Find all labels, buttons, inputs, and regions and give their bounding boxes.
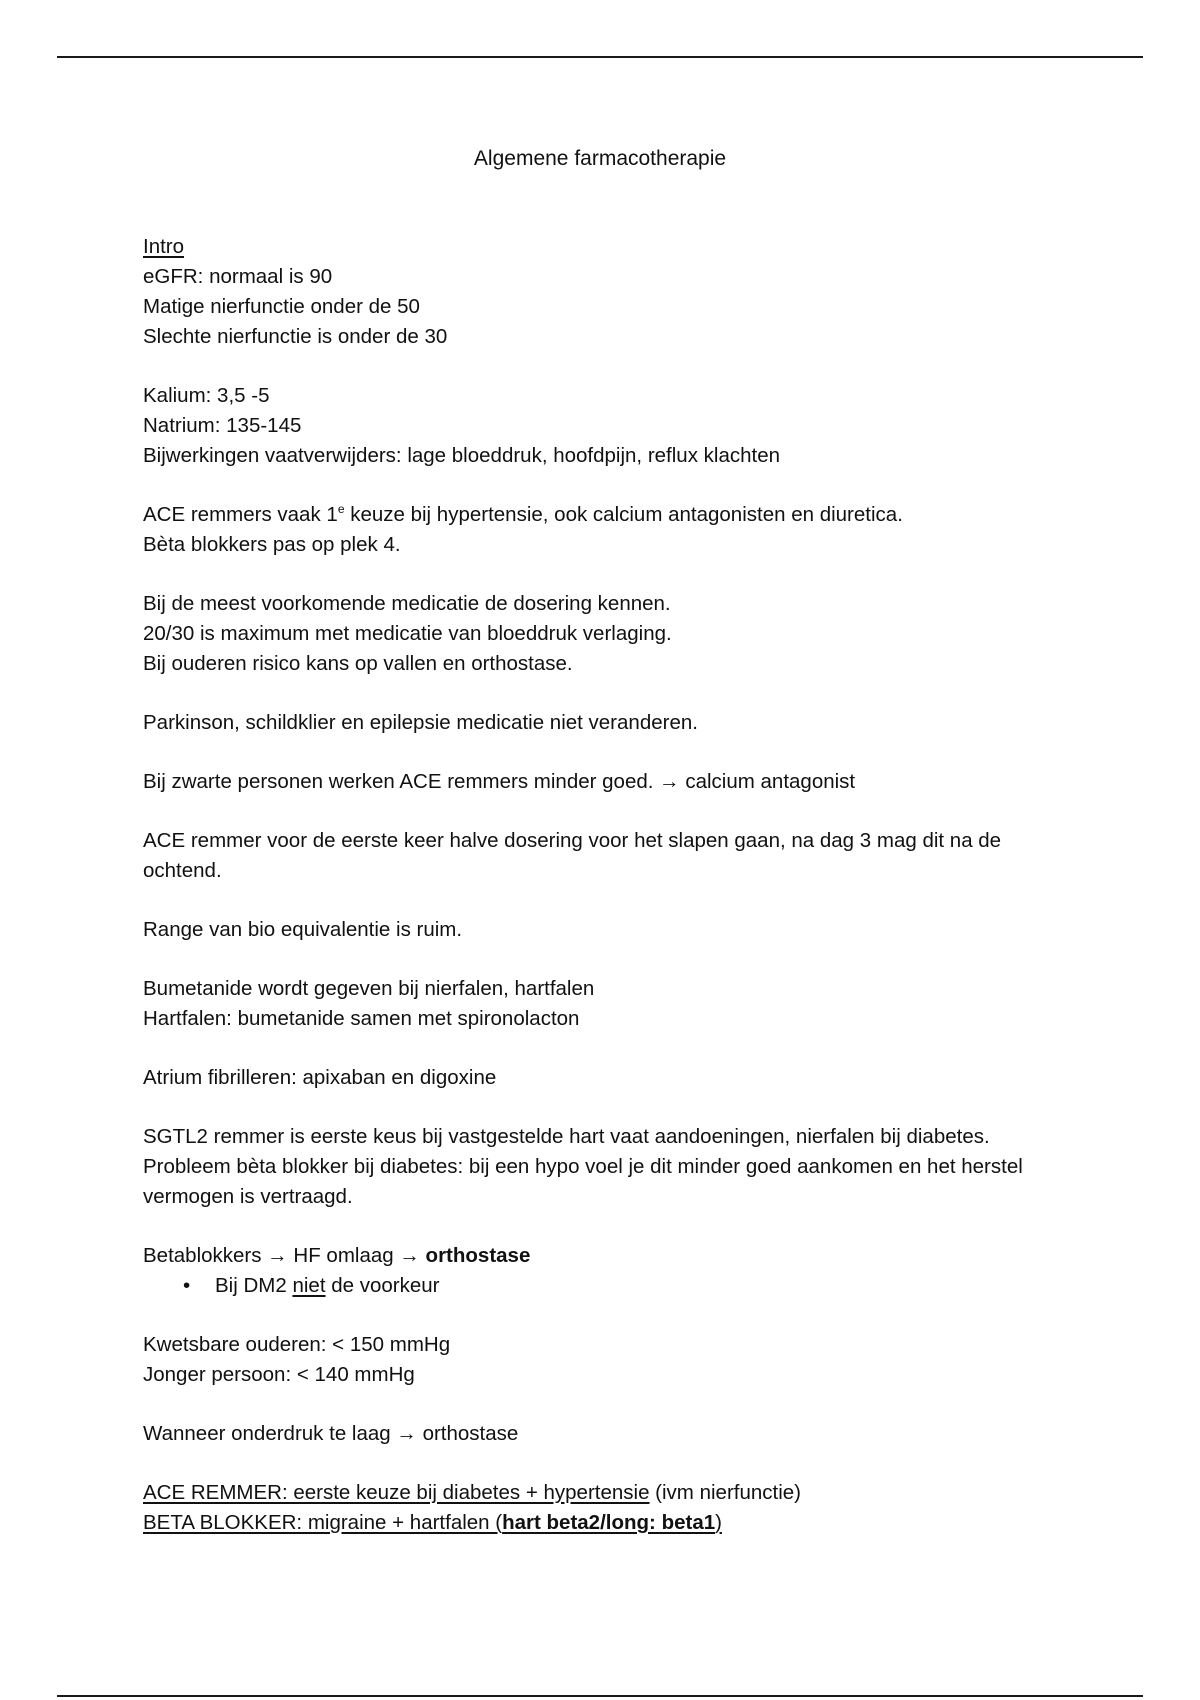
betablokkers-line: Betablokkers → HF omlaag → orthostase [143, 1244, 531, 1267]
black-patients-line: Bij zwarte personen werken ACE remmers minder goed. → calcium antagonist [143, 770, 856, 793]
side-effects-line: Bijwerkingen vaatverwijders: lage bloeddruk, hoofdpijn, reflux klachten [143, 444, 780, 467]
bumetanide-line-2: Hartfalen: bumetanide samen met spironolacton [143, 1007, 580, 1030]
parkinson-line: Parkinson, schildklier en epilepsie medicatie niet veranderen. [143, 711, 698, 734]
ace-first-dose-paragraph: ACE remmer voor de eerste keer halve dosering voor het slapen gaan, na dag 3 mag dit na de ochtend. [143, 829, 1002, 882]
ace-line-1: ACE remmers vaak 1e keuze bij hypertensie, ook calcium antagonisten en diuretica. [143, 502, 903, 526]
summary-ace-line: ACE REMMER: eerste keuze bij diabetes + hypertensie (ivm nierfunctie) [143, 1481, 801, 1504]
egfr-line-1: eGFR: normaal is 90 [143, 265, 333, 288]
intro-heading: Intro [143, 235, 185, 258]
summary-beta-line: BETA BLOKKER: migraine + hartfalen (hart beta2/long: beta1) [143, 1511, 722, 1534]
natrium-line: Natrium: 135-145 [143, 414, 302, 437]
document-title: Algemene farmacotherapie [473, 147, 727, 170]
onderdruk-line: Wanneer onderdruk te laag → orthostase [143, 1422, 519, 1445]
top-rule [57, 56, 1143, 58]
bp-elderly-line: Kwetsbare ouderen: < 150 mmHg [143, 1333, 451, 1356]
egfr-line-2: Matige nierfunctie onder de 50 [143, 295, 420, 318]
bottom-rule [57, 1695, 1143, 1697]
dosing-line-3: Bij ouderen risico kans op vallen en orthostase. [143, 652, 573, 675]
dm2-bullet-item: • Bij DM2 niet de voorkeur [143, 1271, 1083, 1301]
bullet-dot-icon: • [183, 1274, 191, 1297]
bp-younger-line: Jonger persoon: < 140 mmHg [143, 1363, 415, 1386]
dosing-line-1: Bij de meest voorkomende medicatie de dosering kennen. [143, 592, 671, 615]
egfr-line-3: Slechte nierfunctie is onder de 30 [143, 325, 448, 348]
document-body [143, 232, 1083, 1538]
dosing-line-2: 20/30 is maximum met medicatie van bloeddruk verlaging. [143, 622, 672, 645]
atrium-line: Atrium fibrilleren: apixaban en digoxine [143, 1066, 497, 1089]
ace-line-2: Bèta blokkers pas op plek 4. [143, 533, 401, 556]
bumetanide-line-1: Bumetanide wordt gegeven bij nierfalen, hartfalen [143, 977, 595, 1000]
kalium-line: Kalium: 3,5 -5 [143, 384, 270, 407]
bioequivalence-line: Range van bio equivalentie is ruim. [143, 918, 463, 941]
sgtl2-line-2: Probleem bèta blokker bij diabetes: bij een hypo voel je dit minder goed aankomen en het herstel vermogen is vertraagd. [143, 1155, 1023, 1208]
sgtl2-line-1: SGTL2 remmer is eerste keus bij vastgestelde hart vaat aandoeningen, nierfalen bij diabetes. [143, 1125, 990, 1148]
